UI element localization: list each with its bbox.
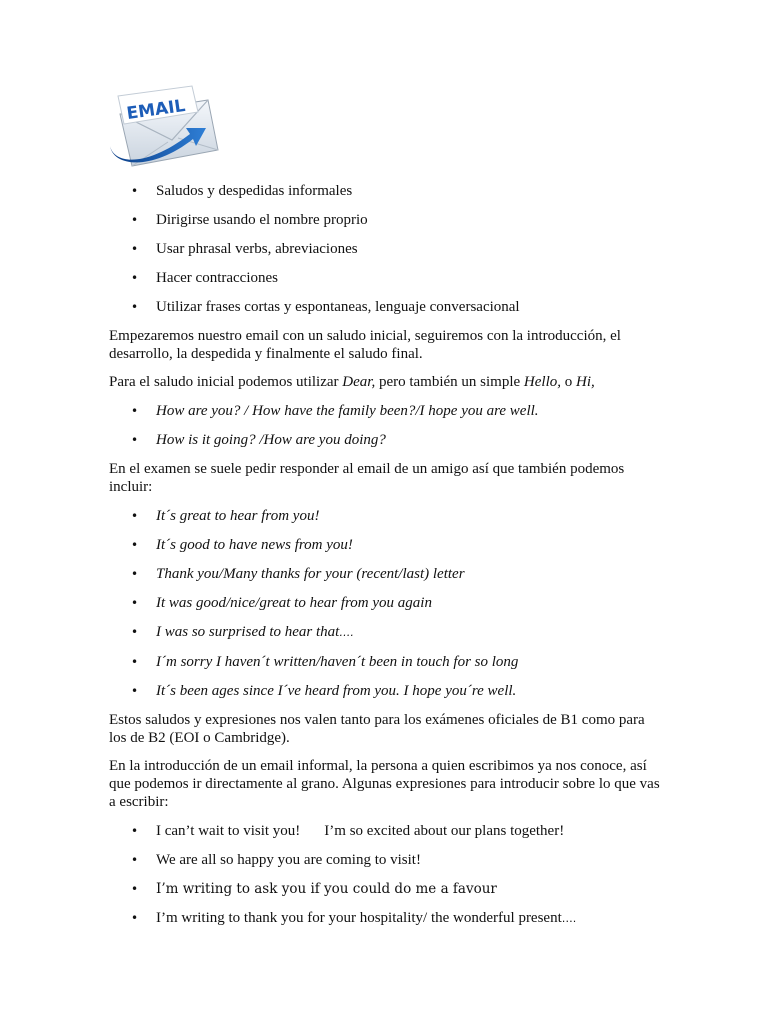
list-item: • It´s been ages since I´ve heard from you. I hope you´re well. [109,682,664,700]
intro-bullet-list [109,182,664,316]
introduction-bullet-list [109,822,664,928]
greeting-hi: Hi, [576,374,595,390]
list-item-text: I’m writing to thank you for your hospitality/ the wonderful present [156,910,562,926]
list-item [109,822,664,840]
list-item-ellipsis: …. [339,626,354,639]
list-item: • I´m sorry I haven´t written/haven´t been in touch for so long [109,653,664,671]
list-item-ellipsis: …. [561,912,577,925]
list-item: • It´s great to hear from you! [109,507,664,525]
list-item: • I’m writing to ask you if you could do me a favour [109,880,664,898]
list-item-text: I’m so excited about our plans together! [324,823,565,839]
greeting-text-o: o [561,374,576,390]
greeting-text-mid: pero también un simple [375,374,524,390]
list-item: • How is it going? /How are you doing? [109,431,664,449]
paragraph-greeting [109,373,664,391]
email-envelope-icon [106,84,224,174]
greeting-text-pre: Para el saludo inicial podemos utilizar [109,374,343,390]
list-item: • We are all so happy you are coming to visit! [109,851,664,869]
list-item: • Usar phrasal verbs, abreviaciones [109,240,664,258]
paragraph-levels: Estos saludos y expresiones nos valen tanto para los exámenes oficiales de B1 como para los de B2 (EOI o Cambridge). [109,712,645,746]
list-item [109,623,664,642]
list-item: • It´s good to have news from you! [109,536,664,554]
list-item-text: I can’t wait to visit you! [156,823,301,839]
paragraph-exam: En el examen se suele pedir responder al email de un amigo así que también podemos incluir: [109,461,625,495]
paragraph-introduction: En la introducción de un email informal, la persona a quien escribimos ya nos conoce, así que podemos ir directamente al grano. Algunas expresiones para introducir sobre lo que vas a escribir: [109,758,660,810]
greeting-hello: Hello, [523,374,561,390]
list-item: • It was good/nice/great to hear from you again [109,594,664,612]
greeting-bullet-list [109,402,664,449]
list-item: • Utilizar frases cortas y espontaneas, lenguaje conversacional [109,298,664,316]
list-item: • Saludos y despedidas informales [109,182,664,200]
greeting-dear: Dear, [342,374,376,390]
email-logo [106,84,224,174]
email-logo-text: EMAIL [125,96,187,125]
list-item: • Thank you/Many thanks for your (recent/last) letter [109,565,664,583]
list-item: • Dirigirse usando el nombre proprio [109,211,664,229]
friend-email-bullet-list [109,507,664,700]
document-body [109,182,664,928]
list-item: • Hacer contracciones [109,269,664,287]
list-item-text: I was so surprised to hear that [156,624,340,640]
list-item [109,909,664,928]
paragraph-structure: Empezaremos nuestro email con un saludo inicial, seguiremos con la introducción, el desarrollo, la despedida y finalmente el saludo final. [109,328,621,362]
list-item: • How are you? / How have the family been?/I hope you are well. [109,402,664,420]
